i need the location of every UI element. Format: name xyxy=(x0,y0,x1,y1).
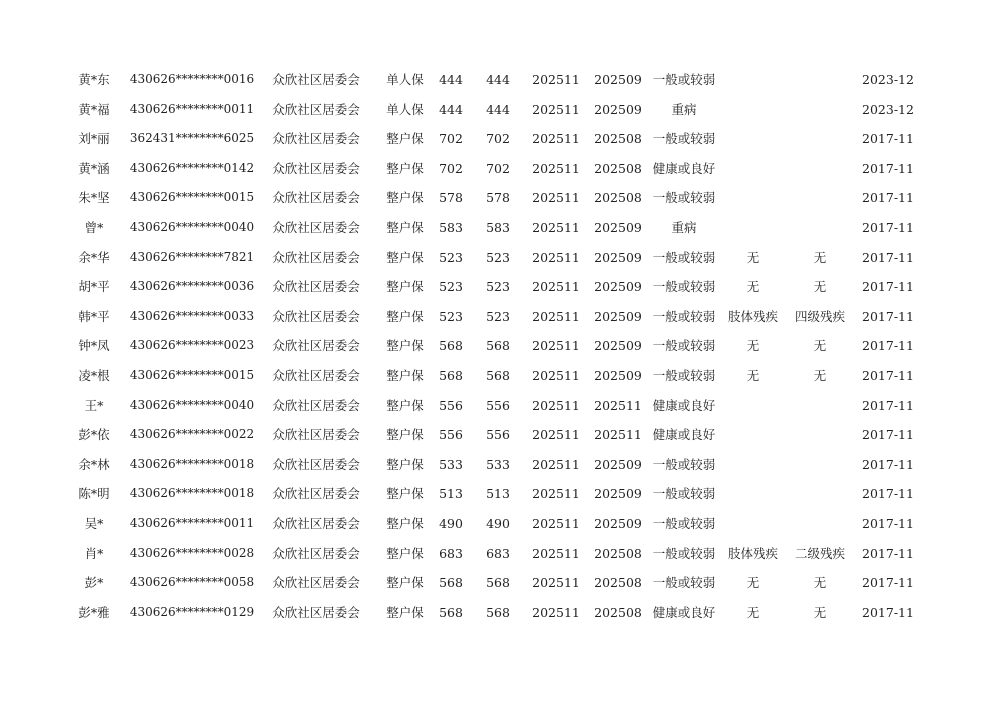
cell-health: 一般或较弱 xyxy=(652,249,716,265)
cell-month-2: 202509 xyxy=(594,219,642,235)
cell-amount-1: 444 xyxy=(439,101,463,117)
table-row xyxy=(0,539,1000,569)
cell-amount-2: 490 xyxy=(486,515,510,531)
table-row xyxy=(0,331,1000,361)
cell-date: 2017-11 xyxy=(862,367,914,383)
cell-amount-1: 523 xyxy=(439,249,463,265)
cell-name: 陈*明 xyxy=(78,486,110,502)
cell-id-number: 430626********0015 xyxy=(129,190,255,205)
cell-health: 健康或良好 xyxy=(652,604,716,620)
table-row xyxy=(0,479,1000,509)
table-row xyxy=(0,272,1000,302)
cell-health: 重病 xyxy=(671,219,697,235)
cell-id-number: 430626********0016 xyxy=(129,72,255,86)
cell-month-1: 202511 xyxy=(532,279,580,295)
cell-month-1: 202511 xyxy=(532,397,580,413)
cell-month-2: 202509 xyxy=(594,249,642,265)
cell-month-2: 202508 xyxy=(594,160,642,176)
cell-guarantee-type: 整户保 xyxy=(386,279,424,295)
cell-date: 2017-11 xyxy=(862,427,914,443)
cell-date: 2023-12 xyxy=(862,72,914,87)
cell-disability-level xyxy=(790,124,850,154)
table-row xyxy=(0,124,1000,154)
cell-health: 一般或较弱 xyxy=(652,190,716,206)
cell-name: 黄*涵 xyxy=(78,160,110,176)
cell-name: 彭*依 xyxy=(78,427,110,443)
cell-disability xyxy=(724,213,782,243)
cell-disability-level xyxy=(790,154,850,184)
cell-amount-1: 513 xyxy=(439,486,463,502)
cell-id-number: 362431********6025 xyxy=(129,131,255,146)
cell-name: 黄*福 xyxy=(78,101,110,117)
cell-amount-2: 513 xyxy=(486,486,510,502)
cell-disability-level: 无 xyxy=(813,367,827,383)
cell-name: 余*华 xyxy=(78,249,110,265)
cell-name: 肖* xyxy=(84,545,104,561)
cell-name: 钟*凤 xyxy=(78,338,110,354)
cell-amount-2: 568 xyxy=(486,367,510,383)
cell-disability-level xyxy=(790,420,850,450)
cell-amount-1: 683 xyxy=(439,545,463,561)
cell-disability: 无 xyxy=(746,367,760,383)
cell-guarantee-type: 整户保 xyxy=(386,219,424,235)
cell-month-2: 202509 xyxy=(594,338,642,354)
cell-month-1: 202511 xyxy=(532,190,580,206)
cell-date: 2017-11 xyxy=(862,545,914,561)
cell-month-2: 202508 xyxy=(594,190,642,206)
cell-disability: 无 xyxy=(746,279,760,295)
cell-amount-1: 568 xyxy=(439,604,463,620)
cell-month-2: 202509 xyxy=(594,367,642,383)
cell-id-number: 430626********0018 xyxy=(129,456,255,471)
cell-disability-level: 四级残疾 xyxy=(794,308,845,324)
cell-name: 韩*平 xyxy=(78,308,110,324)
cell-id-number: 430626********0040 xyxy=(129,397,255,412)
cell-month-1: 202511 xyxy=(532,72,580,87)
cell-date: 2017-11 xyxy=(862,219,914,235)
cell-amount-1: 578 xyxy=(439,190,463,206)
cell-month-1: 202511 xyxy=(532,101,580,117)
cell-disability-level: 无 xyxy=(813,279,827,295)
cell-community: 众欣社区居委会 xyxy=(272,279,360,295)
cell-month-2: 202509 xyxy=(594,279,642,295)
cell-amount-2: 702 xyxy=(486,131,510,147)
cell-amount-2: 583 xyxy=(486,219,510,235)
cell-guarantee-type: 整户保 xyxy=(386,456,424,472)
cell-guarantee-type: 整户保 xyxy=(386,545,424,561)
cell-guarantee-type: 整户保 xyxy=(386,367,424,383)
cell-month-2: 202511 xyxy=(594,397,642,413)
cell-amount-1: 523 xyxy=(439,279,463,295)
cell-community: 众欣社区居委会 xyxy=(272,338,360,354)
cell-id-number: 430626********0011 xyxy=(129,101,255,116)
cell-amount-2: 556 xyxy=(486,397,510,413)
cell-month-1: 202511 xyxy=(532,219,580,235)
cell-community: 众欣社区居委会 xyxy=(272,575,360,591)
cell-id-number: 430626********0142 xyxy=(129,160,255,175)
cell-month-1: 202511 xyxy=(532,545,580,561)
cell-amount-2: 523 xyxy=(486,279,510,295)
cell-disability xyxy=(724,124,782,154)
cell-month-2: 202508 xyxy=(594,604,642,620)
cell-guarantee-type: 单人保 xyxy=(386,72,424,87)
cell-date: 2017-11 xyxy=(862,456,914,472)
cell-id-number: 430626********0040 xyxy=(129,219,255,234)
cell-name: 朱*坚 xyxy=(78,190,110,206)
cell-disability xyxy=(724,95,782,125)
cell-amount-1: 490 xyxy=(439,515,463,531)
cell-disability: 无 xyxy=(746,338,760,354)
cell-name: 余*林 xyxy=(78,456,110,472)
records-table xyxy=(0,65,1000,627)
cell-date: 2017-11 xyxy=(862,160,914,176)
cell-month-1: 202511 xyxy=(532,160,580,176)
cell-amount-1: 556 xyxy=(439,427,463,443)
cell-community: 众欣社区居委会 xyxy=(272,427,360,443)
cell-guarantee-type: 整户保 xyxy=(386,575,424,591)
cell-amount-1: 523 xyxy=(439,308,463,324)
cell-amount-1: 568 xyxy=(439,575,463,591)
cell-disability-level xyxy=(790,95,850,125)
cell-name: 吴* xyxy=(84,515,104,531)
cell-guarantee-type: 整户保 xyxy=(386,397,424,413)
cell-disability: 肢体残疾 xyxy=(727,308,778,324)
cell-id-number: 430626********0015 xyxy=(129,367,255,382)
cell-amount-2: 444 xyxy=(486,101,510,117)
table-row xyxy=(0,302,1000,332)
cell-disability xyxy=(724,450,782,480)
cell-month-1: 202511 xyxy=(532,575,580,591)
cell-name: 曾* xyxy=(84,219,104,235)
cell-guarantee-type: 整户保 xyxy=(386,515,424,531)
cell-disability: 肢体残疾 xyxy=(727,545,778,561)
cell-disability-level: 无 xyxy=(813,575,827,591)
cell-name: 凌*根 xyxy=(78,367,110,383)
cell-name: 刘*丽 xyxy=(78,131,110,147)
cell-date: 2023-12 xyxy=(862,101,914,117)
cell-health: 一般或较弱 xyxy=(652,72,716,87)
table-row xyxy=(0,243,1000,273)
cell-disability xyxy=(724,479,782,509)
cell-guarantee-type: 整户保 xyxy=(386,249,424,265)
cell-amount-2: 568 xyxy=(486,575,510,591)
cell-month-2: 202509 xyxy=(594,456,642,472)
cell-name: 彭* xyxy=(84,575,104,591)
cell-community: 众欣社区居委会 xyxy=(272,545,360,561)
cell-amount-1: 556 xyxy=(439,397,463,413)
cell-amount-2: 444 xyxy=(486,72,510,87)
cell-month-1: 202511 xyxy=(532,131,580,147)
table-row xyxy=(0,213,1000,243)
cell-guarantee-type: 整户保 xyxy=(386,131,424,147)
cell-guarantee-type: 整户保 xyxy=(386,308,424,324)
cell-amount-2: 702 xyxy=(486,160,510,176)
cell-name: 彭*雅 xyxy=(78,604,110,620)
cell-disability-level xyxy=(790,479,850,509)
cell-disability xyxy=(724,65,782,95)
cell-community: 众欣社区居委会 xyxy=(272,131,360,147)
cell-disability xyxy=(724,183,782,213)
cell-amount-1: 533 xyxy=(439,456,463,472)
cell-month-1: 202511 xyxy=(532,338,580,354)
cell-month-2: 202509 xyxy=(594,308,642,324)
cell-date: 2017-11 xyxy=(862,249,914,265)
cell-health: 健康或良好 xyxy=(652,427,716,443)
table-row xyxy=(0,154,1000,184)
cell-disability: 无 xyxy=(746,604,760,620)
cell-amount-1: 568 xyxy=(439,367,463,383)
table-row xyxy=(0,450,1000,480)
cell-community: 众欣社区居委会 xyxy=(272,308,360,324)
cell-date: 2017-11 xyxy=(862,131,914,147)
cell-community: 众欣社区居委会 xyxy=(272,249,360,265)
cell-guarantee-type: 整户保 xyxy=(386,427,424,443)
cell-amount-2: 683 xyxy=(486,545,510,561)
cell-date: 2017-11 xyxy=(862,575,914,591)
cell-disability xyxy=(724,154,782,184)
cell-month-2: 202508 xyxy=(594,545,642,561)
cell-month-2: 202511 xyxy=(594,427,642,443)
cell-community: 众欣社区居委会 xyxy=(272,190,360,206)
cell-disability-level xyxy=(790,213,850,243)
cell-disability-level: 二级残疾 xyxy=(794,545,845,561)
cell-month-2: 202509 xyxy=(594,72,642,87)
cell-month-1: 202511 xyxy=(532,427,580,443)
cell-community: 众欣社区居委会 xyxy=(272,486,360,502)
cell-health: 一般或较弱 xyxy=(652,131,716,147)
cell-disability-level: 无 xyxy=(813,604,827,620)
cell-id-number: 430626********0033 xyxy=(129,308,255,323)
cell-date: 2017-11 xyxy=(862,338,914,354)
cell-guarantee-type: 单人保 xyxy=(386,101,424,117)
cell-community: 众欣社区居委会 xyxy=(272,515,360,531)
cell-guarantee-type: 整户保 xyxy=(386,338,424,354)
cell-month-1: 202511 xyxy=(532,604,580,620)
table-row xyxy=(0,420,1000,450)
table-row xyxy=(0,361,1000,391)
cell-id-number: 430626********0018 xyxy=(129,486,255,501)
cell-disability xyxy=(724,420,782,450)
cell-health: 重病 xyxy=(671,101,697,117)
cell-community: 众欣社区居委会 xyxy=(272,219,360,235)
cell-guarantee-type: 整户保 xyxy=(386,190,424,206)
cell-month-1: 202511 xyxy=(532,249,580,265)
cell-health: 健康或良好 xyxy=(652,397,716,413)
cell-health: 健康或良好 xyxy=(652,160,716,176)
cell-id-number: 430626********0022 xyxy=(129,427,255,442)
cell-health: 一般或较弱 xyxy=(652,515,716,531)
cell-month-2: 202509 xyxy=(594,515,642,531)
cell-id-number: 430626********0058 xyxy=(129,575,255,590)
cell-health: 一般或较弱 xyxy=(652,545,716,561)
cell-guarantee-type: 整户保 xyxy=(386,486,424,502)
cell-month-1: 202511 xyxy=(532,456,580,472)
cell-amount-2: 523 xyxy=(486,249,510,265)
cell-amount-2: 578 xyxy=(486,190,510,206)
cell-disability-level xyxy=(790,509,850,539)
cell-disability xyxy=(724,509,782,539)
cell-month-2: 202509 xyxy=(594,486,642,502)
cell-id-number: 430626********0028 xyxy=(129,545,255,560)
cell-date: 2017-11 xyxy=(862,308,914,324)
cell-month-1: 202511 xyxy=(532,486,580,502)
cell-date: 2017-11 xyxy=(862,604,914,620)
cell-date: 2017-11 xyxy=(862,397,914,413)
cell-amount-1: 583 xyxy=(439,219,463,235)
cell-id-number: 430626********7821 xyxy=(129,249,255,264)
table-row xyxy=(0,183,1000,213)
table-row xyxy=(0,509,1000,539)
cell-month-2: 202509 xyxy=(594,101,642,117)
cell-amount-1: 702 xyxy=(439,160,463,176)
cell-health: 一般或较弱 xyxy=(652,367,716,383)
cell-guarantee-type: 整户保 xyxy=(386,604,424,620)
cell-amount-1: 568 xyxy=(439,338,463,354)
cell-date: 2017-11 xyxy=(862,279,914,295)
cell-disability-level: 无 xyxy=(813,338,827,354)
table-row xyxy=(0,65,1000,95)
cell-disability: 无 xyxy=(746,575,760,591)
cell-month-2: 202508 xyxy=(594,131,642,147)
cell-disability: 无 xyxy=(746,249,760,265)
cell-disability-level xyxy=(790,65,850,95)
cell-id-number: 430626********0036 xyxy=(129,279,255,294)
cell-date: 2017-11 xyxy=(862,486,914,502)
table-row xyxy=(0,568,1000,598)
cell-disability-level xyxy=(790,391,850,421)
cell-name: 黄*东 xyxy=(78,72,110,87)
cell-name: 王* xyxy=(84,397,104,413)
cell-month-2: 202508 xyxy=(594,575,642,591)
cell-disability-level xyxy=(790,450,850,480)
cell-health: 一般或较弱 xyxy=(652,308,716,324)
cell-amount-2: 568 xyxy=(486,604,510,620)
cell-id-number: 430626********0023 xyxy=(129,338,255,353)
cell-health: 一般或较弱 xyxy=(652,279,716,295)
table-row xyxy=(0,95,1000,125)
cell-name: 胡*平 xyxy=(78,279,110,295)
cell-community: 众欣社区居委会 xyxy=(272,397,360,413)
cell-amount-2: 523 xyxy=(486,308,510,324)
cell-disability-level xyxy=(790,183,850,213)
cell-community: 众欣社区居委会 xyxy=(272,456,360,472)
cell-amount-2: 533 xyxy=(486,456,510,472)
cell-amount-2: 556 xyxy=(486,427,510,443)
cell-community: 众欣社区居委会 xyxy=(272,604,360,620)
cell-guarantee-type: 整户保 xyxy=(386,160,424,176)
cell-date: 2017-11 xyxy=(862,515,914,531)
cell-month-1: 202511 xyxy=(532,515,580,531)
cell-health: 一般或较弱 xyxy=(652,575,716,591)
cell-id-number: 430626********0011 xyxy=(129,515,255,530)
cell-community: 众欣社区居委会 xyxy=(272,160,360,176)
cell-health: 一般或较弱 xyxy=(652,338,716,354)
cell-amount-2: 568 xyxy=(486,338,510,354)
cell-community: 众欣社区居委会 xyxy=(272,367,360,383)
cell-id-number: 430626********0129 xyxy=(129,604,255,619)
cell-disability xyxy=(724,391,782,421)
cell-disability-level: 无 xyxy=(813,249,827,265)
cell-month-1: 202511 xyxy=(532,308,580,324)
cell-date: 2017-11 xyxy=(862,190,914,206)
cell-community: 众欣社区居委会 xyxy=(272,72,360,87)
cell-community: 众欣社区居委会 xyxy=(272,101,360,117)
cell-amount-1: 702 xyxy=(439,131,463,147)
cell-amount-1: 444 xyxy=(439,72,463,87)
cell-health: 一般或较弱 xyxy=(652,456,716,472)
cell-health: 一般或较弱 xyxy=(652,486,716,502)
table-row xyxy=(0,391,1000,421)
cell-month-1: 202511 xyxy=(532,367,580,383)
table-row xyxy=(0,598,1000,628)
